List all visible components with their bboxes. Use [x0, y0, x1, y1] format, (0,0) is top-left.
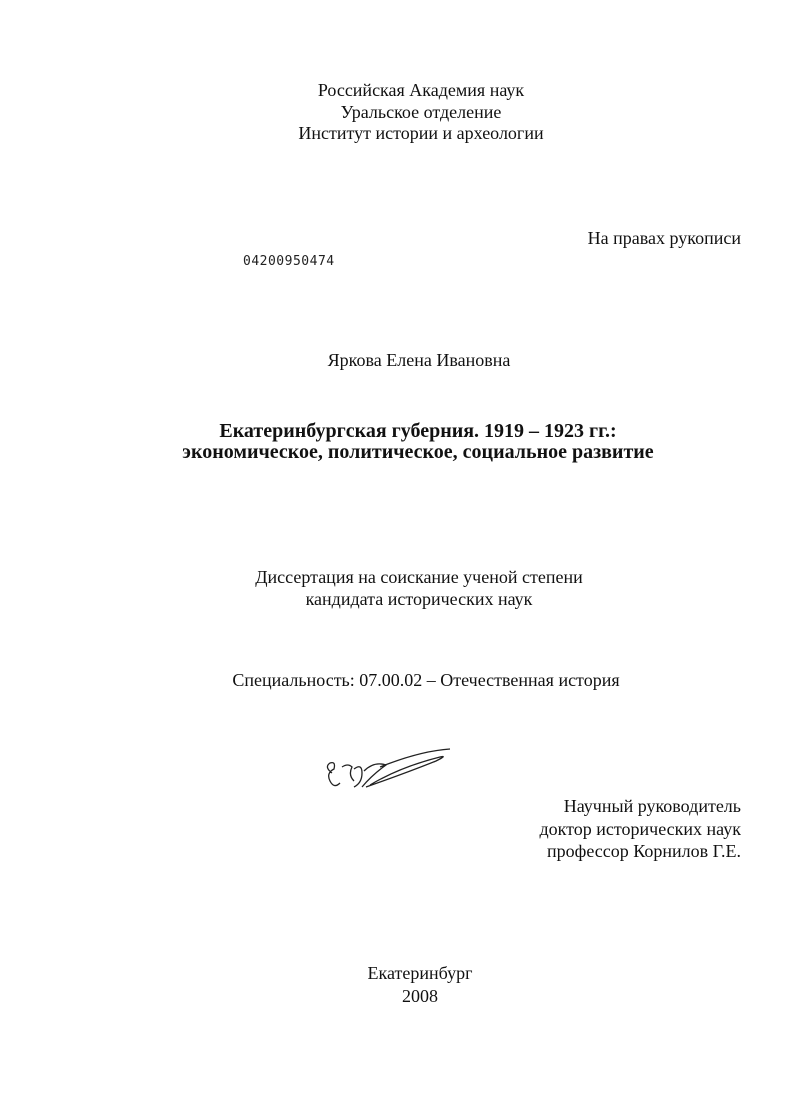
archive-code: 04200950474 [243, 254, 335, 269]
institution-line-3: Институт истории и археологии [298, 123, 544, 143]
specialty: Специальность: 07.00.02 – Отечественная история [232, 670, 620, 690]
title-line-1: Екатеринбургская губерния. 1919 – 1923 гг.: [219, 420, 617, 442]
title-line-2: экономическое, политическое, социальное развитие [182, 441, 654, 463]
author-name: Яркова Елена Ивановна [327, 350, 511, 370]
year: 2008 [402, 986, 438, 1006]
institution-line-2: Уральское отделение [340, 102, 502, 122]
manuscript-note: На правах рукописи [587, 228, 741, 248]
supervisor-degree: доктор исторических наук [539, 819, 741, 839]
city: Екатеринбург [367, 963, 473, 983]
supervisor-name: профессор Корнилов Г.Е. [547, 841, 741, 861]
degree-line-2: кандидата исторических наук [305, 589, 533, 609]
institution-line-1: Российская Академия наук [317, 80, 525, 100]
signature-icon [320, 745, 460, 810]
degree-line-1: Диссертация на соискание ученой степени [255, 567, 583, 587]
supervisor-label: Научный руководитель [563, 796, 741, 816]
